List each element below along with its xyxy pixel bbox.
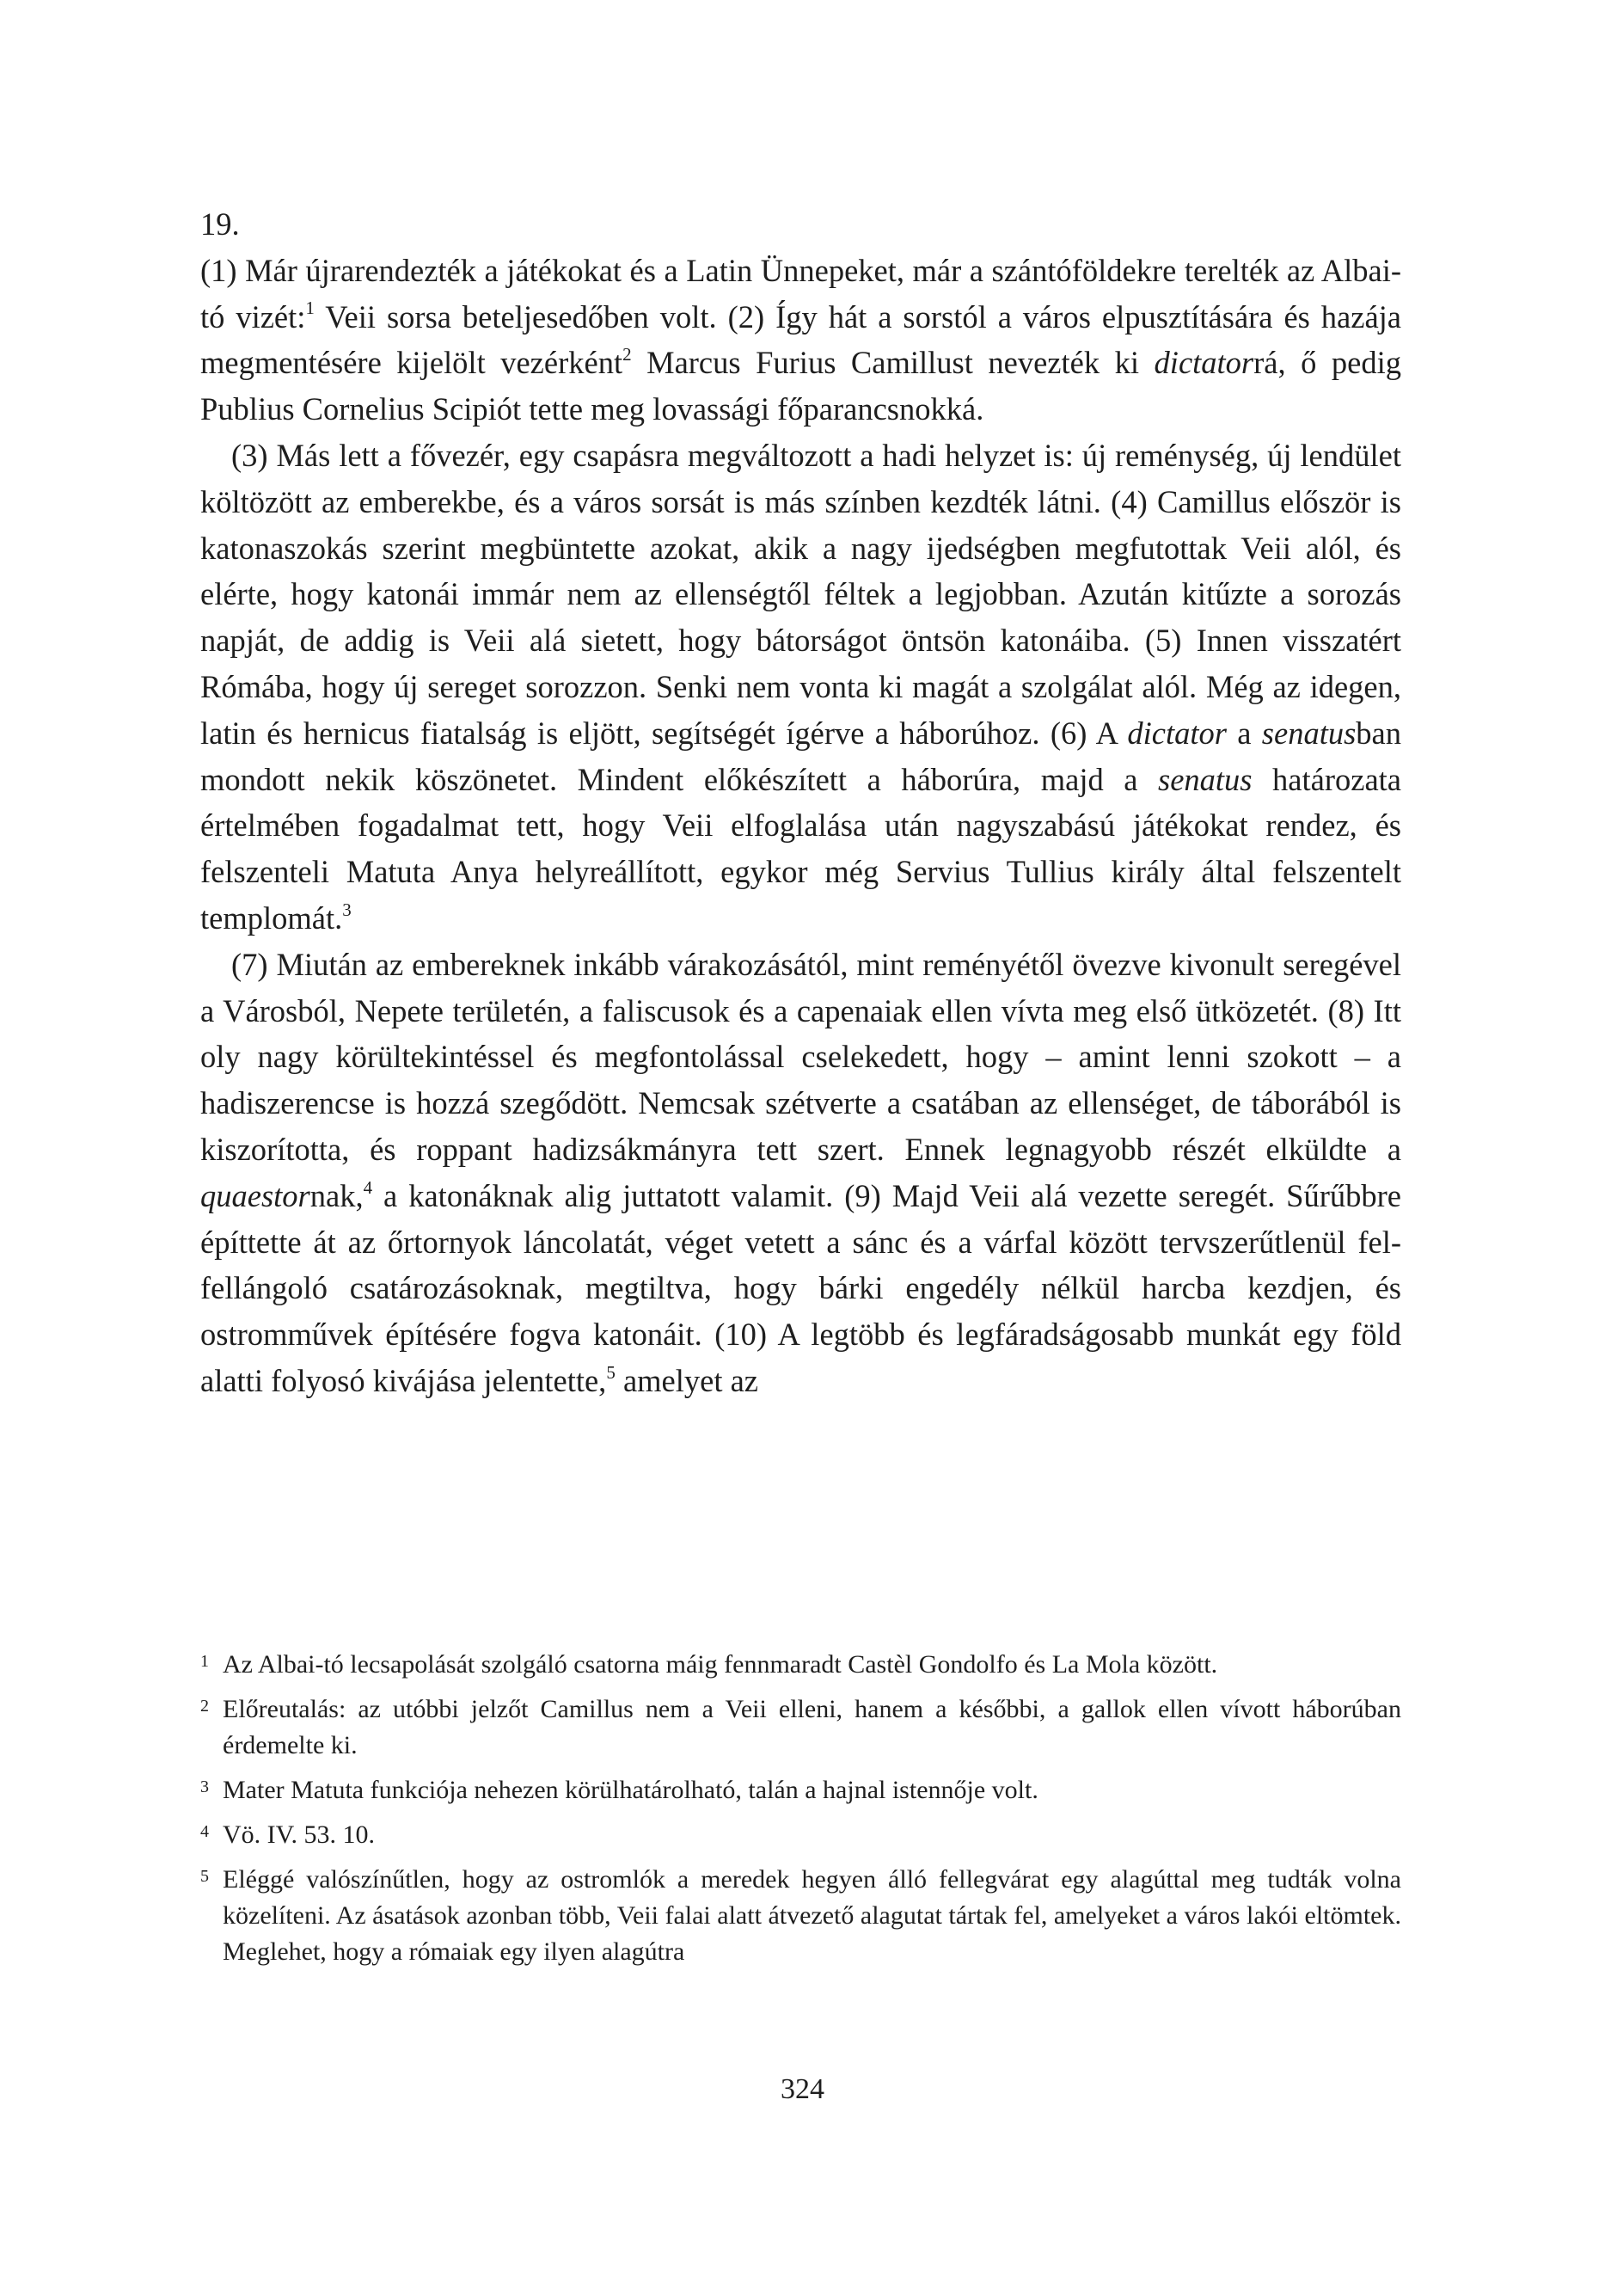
text-run: (7) Miután az embereknek inkább várakozásától, mint reményétől övezve kivonult seregével a Városból, Nepete területén, a faliscusok és a capenaiak ellen vívta meg első ütközetét. (8) Itt oly nagy körültekintéssel és megfontolással cselekedett, hogy – amint lenni szokott – a hadiszerencse is hozzá szegődött. Nemcsak szétverte a csatában az ellenséget, de táborából is kiszorította, és roppant hadizsákmányra tett szert. Ennek legnagyobb részét elküldte a [200, 946, 1401, 1167]
footnote-text: Eléggé valószínűtlen, hogy az ostromlók a meredek hegyen álló fellegvárat egy alagúttal meg tudták volna közelíteni. Az ásatások azonban több, Veii falai alatt átvezető alagutat tártak fel, amelyeket a város lakói eltömtek. Meglehet, hogy a rómaiak egy ilyen alagútra [223, 1865, 1401, 1966]
footnote-mark: 4 [200, 1822, 209, 1841]
text-run: Veii sorsa beteljesedőben volt. (2) Így hát a sorstól a város elpusztítására és hazája megmentésére kijelölt vezérként [200, 298, 1401, 381]
italic-term: dictator [1127, 715, 1227, 751]
footnote-text: Előreutalás: az utóbbi jelzőt Camillus nem a Veii elleni, hanem a későbbi, a gallok ellen vívott háborúban érdemelte ki. [223, 1695, 1401, 1759]
italic-term: dictator [1154, 345, 1254, 381]
footnote-mark: 5 [200, 1867, 209, 1886]
footnote-text: Az Albai-tó lecsapolását szolgáló csatorna máig fennmaradt Castèl Gondolfo és La Mola között. [223, 1650, 1218, 1679]
footnote-reference: 2 [622, 344, 632, 365]
footnote-reference: 4 [363, 1176, 373, 1198]
footnotes [200, 1647, 1401, 1979]
italic-term: senatus [1261, 715, 1357, 751]
footnote [200, 1817, 1401, 1853]
text-run: (1) Már újrarendezték a játékokat és a Latin Ünnepeket, már a szántóföldekre terelték az Albai-tó vizét: [200, 252, 1401, 335]
paragraph [200, 433, 1401, 942]
main-text [200, 201, 1401, 1404]
text-run: ban mondott nekik köszönetet. Mindent előkészített a háborúra, majd a [200, 715, 1401, 797]
footnote-text: Mater Matuta funkciója nehezen körülhatárolható, talán a hajnal istennője volt. [223, 1776, 1038, 1804]
footnote-reference: 1 [305, 298, 315, 319]
footnote [200, 1691, 1401, 1764]
paragraph [200, 248, 1401, 433]
text-run: Marcus Furius Camillust nevezték ki [631, 345, 1155, 381]
footnote-mark: 3 [200, 1777, 209, 1796]
italic-term: senatus [1158, 761, 1253, 797]
footnote [200, 1862, 1401, 1970]
footnote-mark: 1 [200, 1652, 209, 1671]
text-run: a katonáknak alig juttatott valamit. (9) Majd Veii alá vezette seregét. Sűrűbbre építtette át az őrtornyok láncolatát, véget vetett a sánc és a várfal között tervszerűtlenül fel-fellángoló csatározásoknak, megtiltva, hogy bárki engedély nélkül harcba kezdjen, és ostromművek építésére fogva katonáit. (10) A legtöbb és legfáradságosabb munkát egy föld alatti folyosó kivájása jelentette, [200, 1177, 1401, 1398]
text-run: (3) Más lett a fővezér, egy csapásra megváltozott a hadi helyzet is: új reménység, új lendület költözött az emberekbe, és a város sorsát is más színben kezdték látni. (4) Camillus először is katonaszokás szerint megbüntette azokat, akik a nagy ijedségben megfutottak Veii alól, és elérte, hogy katonái immár nem az ellenségtől féltek a legjobban. Azután kitűzte a sorozás napját, de addig is Veii alá sietett, hogy bátorságot öntsön katonáiba. (5) Innen visszatért Rómába, hogy új sereget sorozzon. Senki nem vonta ki magát a szolgálat alól. Még az idegen, latin és hernicus fiatalság is eljött, segítségét ígérve a háborúhoz. (6) A [200, 437, 1401, 751]
text-run: amelyet az [615, 1362, 758, 1398]
footnote [200, 1772, 1401, 1808]
text-run: rá, ő pedig Publius Cornelius Scipiót tette meg lovassági főparancsnokká. [200, 345, 1401, 427]
footnote-mark: 2 [200, 1697, 209, 1716]
chapter-number: 19. [200, 206, 240, 242]
text-run: nak, [309, 1177, 364, 1213]
footnote-reference: 3 [342, 899, 352, 920]
footnote-text: Vö. IV. 53. 10. [223, 1820, 375, 1849]
text-run: határozata értelmében fogadalmat tett, hogy Veii elfoglalása után nagyszabású játékokat rendez, és felszenteli Matuta Anya helyreállított, egykor még Servius Tullius király által felszentelt templomát. [200, 761, 1401, 936]
page-number: 324 [781, 2073, 824, 2105]
footnote-reference: 5 [606, 1361, 616, 1383]
paragraph [200, 942, 1401, 1404]
footnote [200, 1647, 1401, 1683]
text-run: a [1226, 715, 1262, 751]
italic-term: quaestor [200, 1177, 310, 1213]
